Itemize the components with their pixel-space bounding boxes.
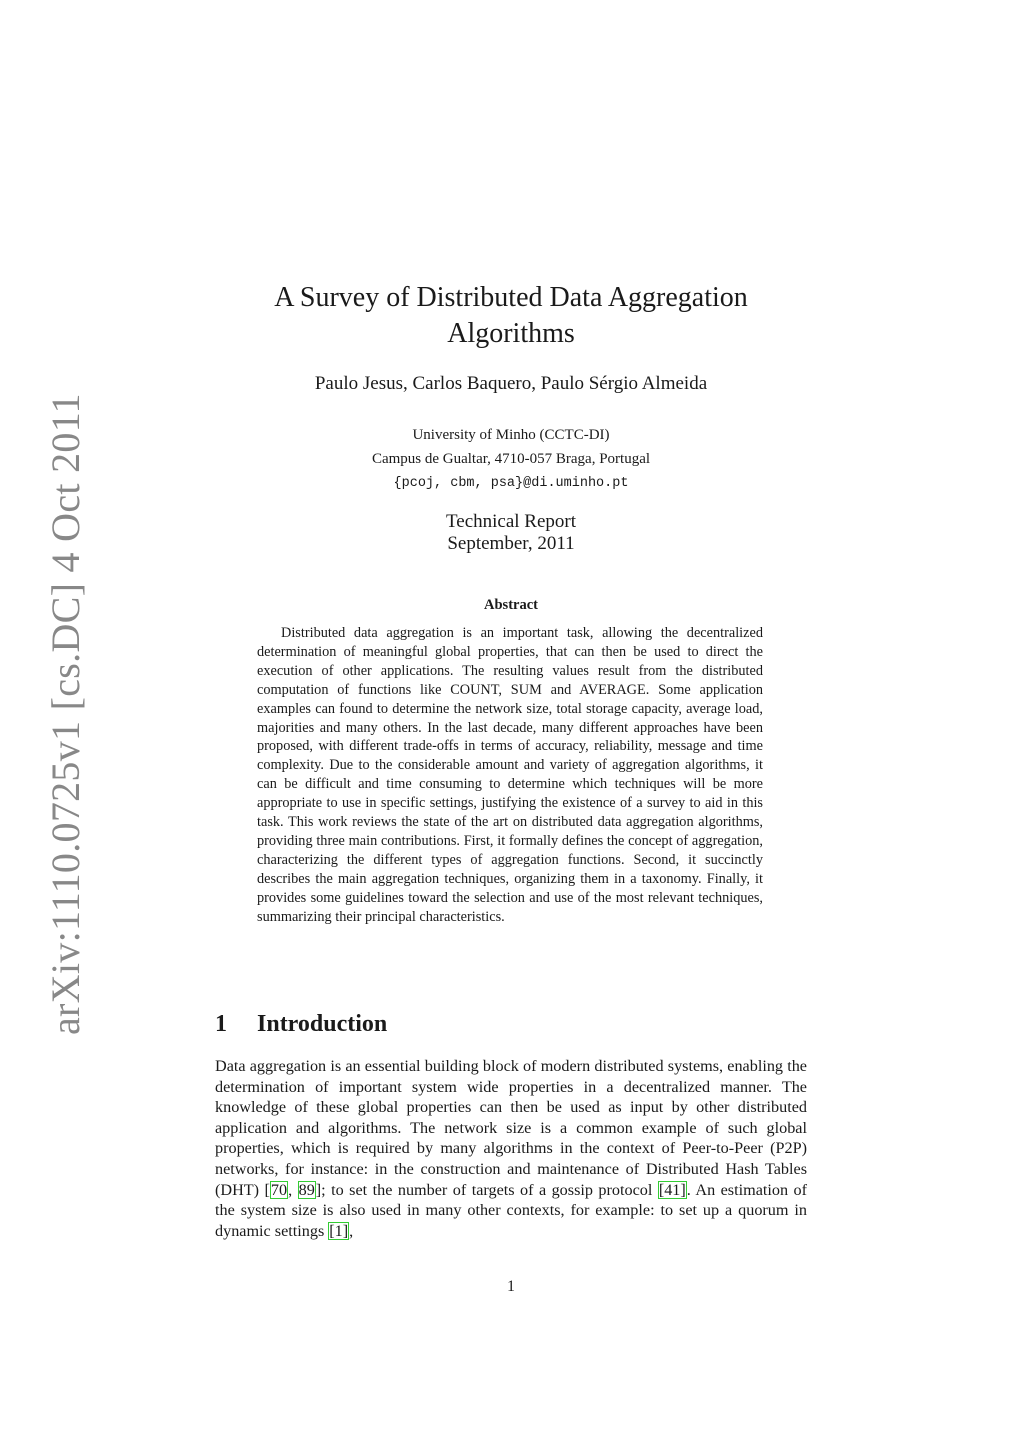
report-type: Technical Report — [445, 511, 577, 532]
citation-link[interactable]: [41] — [658, 1180, 686, 1199]
citation-separator: , — [288, 1180, 298, 1199]
page-number: 1 — [507, 1278, 515, 1295]
citation-link[interactable]: 70 — [270, 1180, 288, 1199]
abstract-body: Distributed data aggregation is an important task, allowing the decentralized determination of meaningful global properties, that can then be used to direct the execution of other applications. The resulting values result from the distributed computation of functions like COUNT, SUM and AVERAGE. Some application examples can found to determine the network size, total storage capacity, average load, majorities and many others. In the last decade, many different approaches have been proposed, with different trade-offs in terms of accuracy, reliability, message and time complexity. Due to the considerable amount and variety of aggregation algorithms, it can be difficult and time consuming to determine which techniques will be more appropriate to use in specific settings, justifying the existence of a survey to aid in this task. This work reviews the state of the art on distributed data aggregation algorithms, providing three main contributions. First, it formally defines the concept of aggregation, characterizing the different types of aggregation functions. Second, it succinctly describes the main aggregation techniques, organizing them in a taxonomy. Finally, it provides some guidelines toward the selection and use of the most relevant techniques, summarizing their principal characteristics. — [257, 625, 763, 925]
author-list: Paulo Jesus, Carlos Baquero, Paulo Sérgio Almeida — [314, 373, 708, 394]
affiliation-address: Campus de Gualtar, 4710-057 Braga, Portugal — [371, 451, 651, 467]
author-emails: {pcoj, cbm, psa}@di.uminho.pt — [393, 476, 629, 491]
intro-text-segment: , — [349, 1221, 354, 1240]
section-number: 1 — [215, 1011, 227, 1037]
report-date: September, 2011 — [447, 533, 575, 554]
intro-text-segment: . An estimation of the system size is also used in many other contexts, for example: to set up a quorum in dynamic settings — [215, 1180, 808, 1240]
abstract-heading: Abstract — [484, 597, 538, 613]
citation-link[interactable]: 89 — [298, 1180, 315, 1199]
section-title: Introduction — [257, 1011, 388, 1037]
section-heading-introduction — [215, 1011, 387, 1038]
intro-text-segment: Data aggregation is an essential building block of modern distributed systems, enabling the determination of important system wide properties in a decentralized manner. The knowledge of these global properties can then be used as input by other distributed application and algorithms. The network size is a common example of such global properties, which is required by many algorithms in the context of Peer-to-Peer (P2P) networks, for instance: in the construction and maintenance of Distributed Hash Tables (DHT) [ — [215, 1057, 807, 1199]
paper-title — [215, 280, 807, 352]
introduction-paragraph — [215, 1056, 807, 1241]
paper-title-line-1: A Survey of Distributed Data Aggregation — [274, 282, 748, 313]
arxiv-identifier-stamp: arXiv:1110.0725v1 [cs.DC] 4 Oct 2011 — [43, 393, 88, 1035]
intro-text-segment: ]; to set the number of targets of a gossip protocol — [315, 1180, 658, 1199]
citation-link[interactable]: [1] — [329, 1221, 349, 1240]
paper-title-line-2: Algorithms — [447, 318, 575, 349]
affiliation-institution: University of Minho (CCTC-DI) — [412, 427, 610, 443]
